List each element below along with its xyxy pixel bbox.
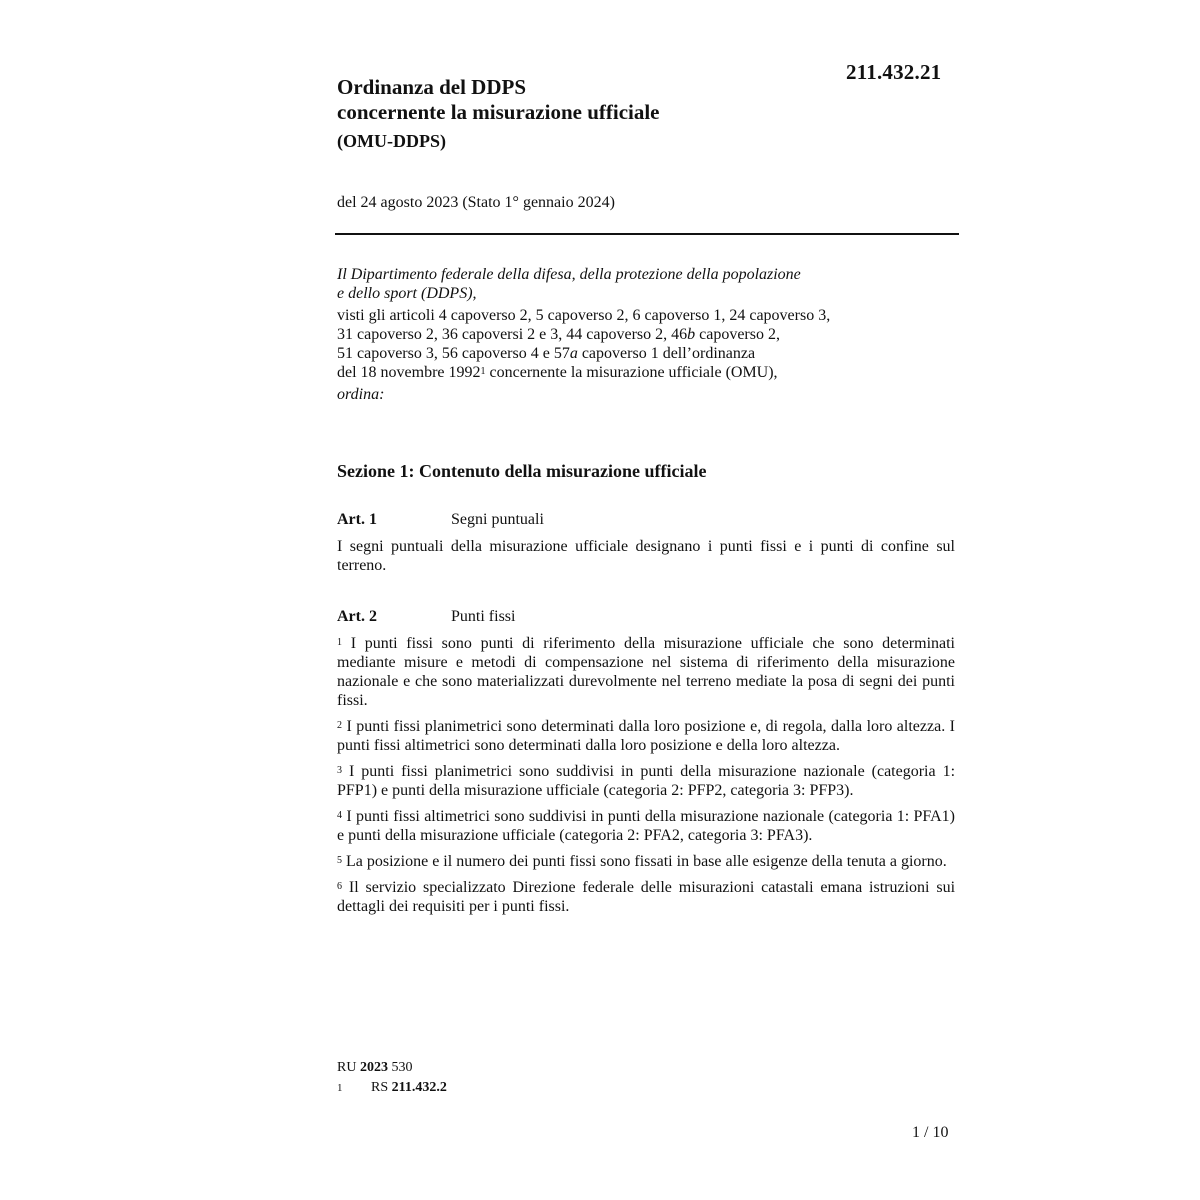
paragraph-number: 1 <box>337 637 342 648</box>
authority-line-1: Il Dipartimento federale della difesa, della protezione della popolazione <box>337 266 801 283</box>
ru-reference <box>337 1058 447 1078</box>
article-1-number: Art. 1 <box>337 511 377 528</box>
basis-line-4a: del 18 novembre 1992 <box>337 364 481 381</box>
article-1 <box>337 510 955 582</box>
article-1-text: I segni puntuali della misurazione ufficiale designano i punti fissi e i punti di confine sul terreno. <box>337 538 955 574</box>
authority-line-2: e dello sport (DDPS), <box>337 285 477 302</box>
article-2 <box>337 607 955 923</box>
article-2-header <box>337 607 955 626</box>
paragraph-text: I punti fissi altimetrici sono suddivisi in punti della misurazione nazionale (categoria 1: PFA1) e punti della misurazione ufficiale (categoria 2: PFA2, categoria 3: PFA3). <box>337 808 956 844</box>
title-line-2: concernente la misurazione ufficiale <box>337 100 660 124</box>
basis-line-3b: a <box>569 345 578 362</box>
paragraph-number: 6 <box>337 881 342 892</box>
ru-year: 2023 <box>359 1060 388 1075</box>
preamble-ordina: ordina: <box>337 386 385 403</box>
ru-page: 530 <box>387 1060 413 1075</box>
article-2-paragraph-6 <box>337 878 955 916</box>
sr-number: 211.432.21 <box>846 60 942 84</box>
header-divider <box>335 233 959 235</box>
document-date: del 24 agosto 2023 (Stato 1° gennaio 2024) <box>337 194 615 211</box>
footnote-prefix: RS <box>371 1080 392 1095</box>
paragraph-text: La posizione e il numero dei punti fissi sono fissati in base alle esigenze della tenuta a giorno. <box>346 853 947 870</box>
paragraph-number: 2 <box>337 720 342 731</box>
preamble <box>337 265 957 407</box>
article-2-paragraph-3 <box>337 762 955 800</box>
document-title <box>337 75 660 154</box>
paragraph-text: I punti fissi sono punti di riferimento della misurazione ufficiale che sono determinati mediante misure e metodi di compensazione nel sistema di riferimento della misurazione nazionale e che sono materializzati durevolmente nel terreno mediate la posa di segni dei punti fissi. <box>337 635 956 709</box>
basis-line-4b: concernente la misurazione ufficiale (OMU), <box>485 364 778 381</box>
basis-line-2c: capoverso 2, <box>695 326 780 343</box>
footnote-reference[interactable]: 211.432.2 <box>391 1080 447 1095</box>
basis-line-2a: 31 capoverso 2, 36 capoversi 2 e 3, 44 capoverso 2, 46 <box>337 326 688 343</box>
ru-prefix: RU <box>337 1060 360 1075</box>
article-1-header <box>337 510 955 529</box>
basis-line-1: visti gli articoli 4 capoverso 2, 5 capoverso 2, 6 capoverso 1, 24 capoverso 3, <box>337 307 831 324</box>
title-line-1: Ordinanza del DDPS <box>337 75 527 99</box>
paragraph-number: 4 <box>337 810 342 821</box>
section-1-heading: Sezione 1: Contenuto della misurazione ufficiale <box>337 461 707 481</box>
paragraph-text: Il servizio specializzato Direzione federale delle misurazioni catastali emana istruzioni sui dettagli dei requisiti per i punti fissi. <box>337 879 956 915</box>
page-number: 1 / 10 <box>912 1124 949 1141</box>
basis-line-3a: 51 capoverso 3, 56 capoverso 4 e 57 <box>337 345 570 362</box>
paragraph-number: 5 <box>337 855 342 866</box>
article-2-paragraph-5 <box>337 852 955 871</box>
paragraph-text: I punti fissi planimetrici sono determinati dalla loro posizione e, di regola, dalla loro altezza. I punti fissi altimetrici sono determinati dalla loro posizione e della loro altezza. <box>337 718 955 754</box>
preamble-authority <box>337 265 957 303</box>
paragraph-text: I punti fissi planimetrici sono suddivisi in punti della misurazione nazionale (categoria 1: PFP1) e punti della misurazione ufficiale (categoria 2: PFP2, categoria 3: PFP3). <box>337 763 956 799</box>
footnotes <box>337 1058 447 1098</box>
article-1-title: Segni puntuali <box>451 511 544 528</box>
article-2-number: Art. 2 <box>337 608 377 625</box>
footnote-1 <box>337 1078 447 1098</box>
basis-line-2b: b <box>687 326 696 343</box>
title-abbreviation: (OMU-DDPS) <box>337 131 446 151</box>
preamble-legal-basis <box>337 306 957 382</box>
basis-line-3c: capoverso 1 dell’ordinanza <box>577 345 756 362</box>
article-2-title: Punti fissi <box>451 608 516 625</box>
footnote-number: 1 <box>337 1082 343 1094</box>
article-2-paragraph-4 <box>337 807 955 845</box>
article-2-paragraph-1 <box>337 634 955 710</box>
footnote-ref-1[interactable]: 1 <box>480 366 486 377</box>
article-2-paragraph-2 <box>337 717 955 755</box>
paragraph-number: 3 <box>337 765 342 776</box>
